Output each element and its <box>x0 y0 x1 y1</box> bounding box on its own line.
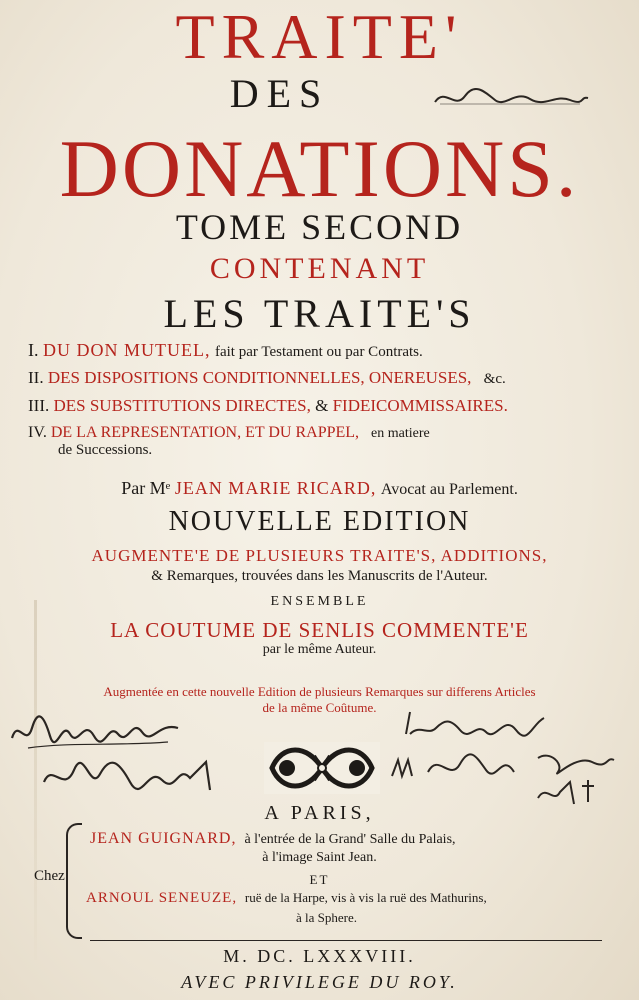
chez: Chez <box>34 868 65 884</box>
treatise-number: III. <box>28 396 50 415</box>
treatise-number: I. <box>28 340 39 360</box>
remarques-line: & Remarques, trouvées dans les Manuscrits de l'Auteur. <box>151 568 488 584</box>
les-traites: LES TRAITE'S <box>163 291 476 336</box>
treatise-detail: en matiere <box>371 426 430 441</box>
handwritten-signature-right-top <box>400 706 550 746</box>
et: ET <box>309 872 330 887</box>
augmentee-note-1: Augmentée en cette nouvelle Edition de plusieurs Remarques sur differens Articles <box>103 684 536 699</box>
printer-2-address: ruë de la Harpe, vis à vis la ruë des Mathurins, <box>244 890 487 905</box>
title-traite: TRAITE' <box>175 1 464 72</box>
privilege: AVEC PRIVILEGE DU ROY. <box>181 972 458 992</box>
printer-ornament-icon <box>262 738 382 798</box>
coutume-de-senlis: LA COUTUME DE SENLIS COMMENTE'E <box>110 618 529 642</box>
treatise-item-3 <box>28 396 508 416</box>
author-role: Avocat au Parlement. <box>380 481 518 498</box>
treatise-title: DU DON MUTUEL, <box>43 340 211 360</box>
title-des: DES <box>229 71 330 116</box>
treatise-item-2 <box>28 368 506 388</box>
tome-second: TOME SECOND <box>175 207 464 247</box>
handwritten-signature-left-top <box>8 708 183 758</box>
ensemble: ENSEMBLE <box>270 594 369 609</box>
handwritten-signature-left-bottom <box>38 752 218 802</box>
author-par: Par Mᵉ <box>121 478 171 498</box>
printer-2-address-2: à la Sphere. <box>296 910 358 925</box>
printer-2-name: ARNOUL SENEUZE, <box>86 890 238 906</box>
printer-1-address-2: à l'image Saint Jean. <box>262 850 377 865</box>
treatise-detail: &c. <box>483 371 506 387</box>
treatise-number: IV. <box>28 424 47 441</box>
imprint-rule <box>90 940 602 941</box>
printer-1 <box>90 830 456 848</box>
treatise-number: II. <box>28 368 44 387</box>
nouvelle-edition: NOUVELLE EDITION <box>168 506 471 537</box>
author-line <box>0 478 639 499</box>
treatise-amp: & <box>315 396 329 415</box>
year: M. DC. LXXXVIII. <box>223 946 416 966</box>
treatise-title: DES SUBSTITUTIONS DIRECTES, <box>53 396 311 415</box>
augmentee-line: AUGMENTE'E DE PLUSIEURS TRAITE'S, ADDITIONS, <box>91 546 548 565</box>
title-donations: DONATIONS. <box>59 123 580 214</box>
treatise-detail: fait par Testament ou par Contrats. <box>214 344 423 360</box>
printer-1-name: JEAN GUIGNARD, <box>90 830 237 847</box>
treatise-title-2: FIDEICOMMISSAIRES. <box>332 396 508 415</box>
treatise-title: DE LA REPRESENTATION, ET DU RAPPEL, <box>50 424 360 441</box>
treatise-item-4-cont: de Successions. <box>58 442 153 458</box>
par-le-meme-auteur: par le même Auteur. <box>262 642 377 657</box>
printer-1-address: à l'entrée de la Grand' Salle du Palais, <box>244 832 456 847</box>
printer-2 <box>86 890 487 907</box>
city: A PARIS, <box>264 802 375 824</box>
contenant: CONTENANT <box>209 252 430 285</box>
augmentee-note-2: de la même Coûtume. <box>262 700 377 715</box>
treatise-item-4 <box>28 424 430 442</box>
treatise-title: DES DISPOSITIONS CONDITIONNELLES, ONEREUSES, <box>47 368 472 387</box>
author-name: JEAN MARIE RICARD, <box>174 478 377 498</box>
treatise-item-1 <box>28 340 423 361</box>
handwritten-owner-signature <box>430 82 590 112</box>
